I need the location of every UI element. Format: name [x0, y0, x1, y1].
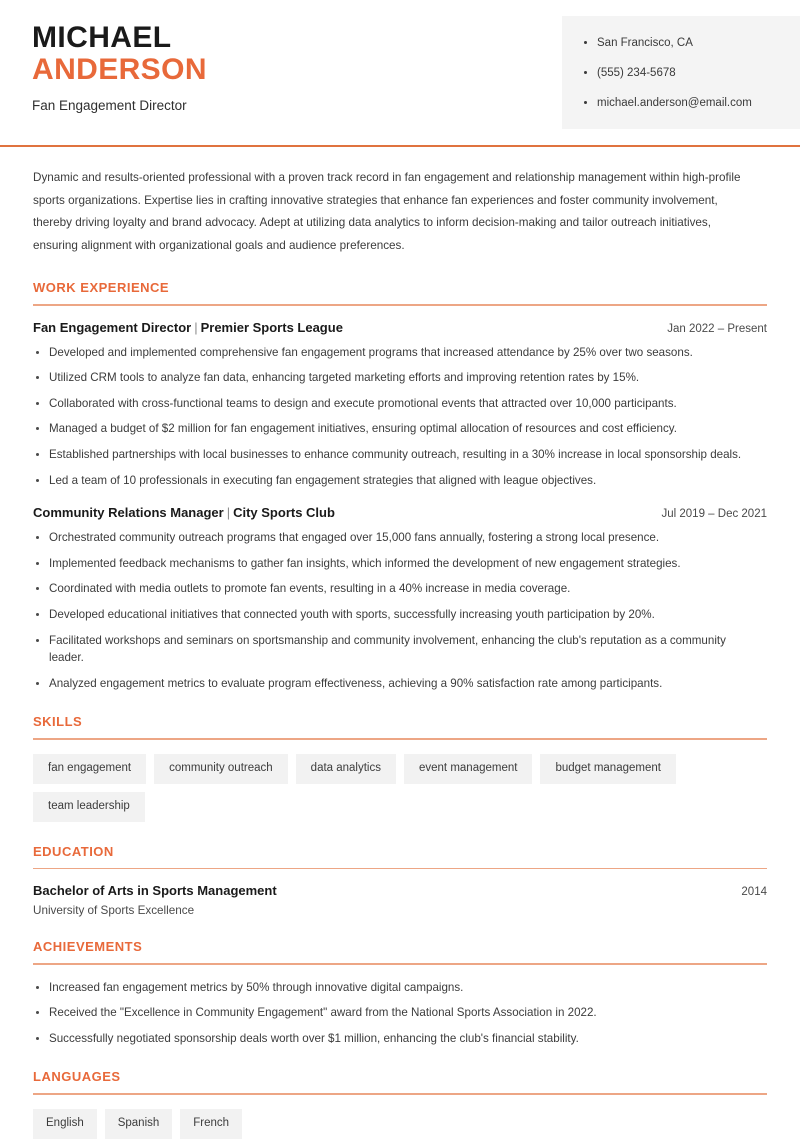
list-item: Led a team of 10 professionals in executing fan engagement strategies that aligned with league objectives.	[33, 472, 767, 490]
last-name: ANDERSON	[32, 53, 207, 87]
section-title-languages: LANGUAGES	[33, 1069, 121, 1085]
list-item: Facilitated workshops and seminars on sportsmanship and community involvement, enhancing the club's reputation as a community leader.	[33, 632, 767, 667]
resume-header	[0, 0, 800, 147]
header-job-title: Fan Engagement Director	[32, 97, 187, 113]
section-rule	[33, 1093, 767, 1095]
section-title-work-experience: WORK EXPERIENCE	[33, 280, 170, 296]
list-item: Increased fan engagement metrics by 50% through innovative digital campaigns.	[33, 979, 767, 997]
work-entry-role: Fan Engagement Director	[33, 319, 192, 335]
section-rule	[33, 738, 767, 740]
work-entry-date: Jan 2022 – Present	[667, 322, 767, 335]
work-entry-company: Premier Sports League	[200, 319, 343, 335]
contact-item-phone[interactable]	[584, 66, 784, 81]
education-entry-header	[33, 883, 767, 898]
education-entry	[33, 883, 767, 917]
work-entry-bullets	[33, 344, 767, 490]
languages-list	[33, 1109, 767, 1139]
work-entry-separator: |	[226, 505, 231, 521]
skill-tag: data analytics	[296, 754, 396, 784]
skill-tag: community outreach	[154, 754, 288, 784]
work-entry-title	[33, 505, 335, 520]
section-skills	[33, 714, 767, 821]
professional-summary: Dynamic and results-oriented professional with a proven track record in fan engagement and relationship management within high-profile sports organizations. Expertise lies in crafting innovative strategies that enhance fan experiences and foster community involvement, thereby driving loyalty and brand advocacy. Adept at utilizing data analytics to inform decision-making and tailor outreach initiatives, ensuring alignment with organizational goals and audience preferences.	[33, 170, 741, 253]
list-item: Successfully negotiated sponsorship deals worth over $1 million, enhancing the club's financial stability.	[33, 1030, 767, 1048]
section-work-experience	[33, 280, 767, 692]
section-rule	[33, 868, 767, 870]
contact-email-text: michael.anderson@email.com	[597, 96, 752, 109]
first-name: MICHAEL	[32, 21, 172, 54]
list-item: Received the "Excellence in Community Engagement" award from the National Sports Association in 2022.	[33, 1004, 767, 1022]
list-item: Developed educational initiatives that connected youth with sports, successfully increasing youth participation by 20%.	[33, 606, 767, 624]
skill-tag: budget management	[540, 754, 676, 784]
contact-item-location	[584, 36, 784, 51]
language-tag: French	[180, 1109, 242, 1139]
contact-list	[584, 36, 784, 111]
contact-location-text: San Francisco, CA	[597, 37, 693, 49]
list-item: Orchestrated community outreach programs that engaged over 15,000 fans annually, fostering a strong local presence.	[33, 529, 767, 547]
language-tag: English	[33, 1109, 97, 1139]
section-rule	[33, 304, 767, 306]
list-item: Utilized CRM tools to analyze fan data, enhancing targeted marketing efforts and improving retention rates by 15%.	[33, 369, 767, 387]
section-achievements	[33, 939, 767, 1047]
education-date: 2014	[741, 886, 767, 899]
list-item: Developed and implemented comprehensive fan engagement programs that increased attendance by 25% over two seasons.	[33, 344, 767, 362]
header-identity	[0, 0, 207, 131]
list-item: Analyzed engagement metrics to evaluate program effectiveness, achieving a 90% satisfaction rate among participants.	[33, 675, 767, 693]
skill-tag: team leadership	[33, 792, 145, 822]
section-title-achievements: ACHIEVEMENTS	[33, 939, 143, 955]
work-entry-title	[33, 320, 343, 335]
education-degree: Bachelor of Arts in Sports Management	[33, 883, 277, 899]
section-title-skills: SKILLS	[33, 714, 83, 730]
work-entry	[33, 320, 767, 490]
list-item: Established partnerships with local businesses to enhance community outreach, resulting in a 30% increase in local sponsorship deals.	[33, 446, 767, 464]
section-education	[33, 844, 767, 918]
work-entry	[33, 505, 767, 692]
contact-box	[562, 16, 800, 129]
section-title-education: EDUCATION	[33, 843, 114, 859]
skills-list	[33, 754, 767, 822]
work-entry-date: Jul 2019 – Dec 2021	[661, 508, 767, 521]
language-tag: Spanish	[105, 1109, 173, 1139]
education-institution: University of Sports Excellence	[33, 904, 195, 918]
contact-item-email[interactable]	[584, 96, 784, 111]
achievements-list	[33, 979, 767, 1048]
work-entry-company: City Sports Club	[233, 505, 335, 521]
resume-content	[0, 167, 800, 1139]
section-languages	[33, 1069, 767, 1138]
section-rule	[33, 963, 767, 965]
work-entry-header	[33, 505, 767, 520]
work-entry-bullets	[33, 529, 767, 692]
skill-tag: event management	[404, 754, 532, 784]
work-entry-header	[33, 320, 767, 335]
contact-phone-text: (555) 234-5678	[597, 66, 676, 79]
work-entry-separator: |	[194, 319, 198, 335]
skill-tag: fan engagement	[33, 754, 146, 784]
work-entry-role: Community Relations Manager	[33, 505, 224, 521]
list-item: Coordinated with media outlets to promote fan events, resulting in a 40% increase in media coverage.	[33, 580, 767, 598]
list-item: Managed a budget of $2 million for fan engagement initiatives, ensuring optimal allocation of resources and cost efficiency.	[33, 420, 767, 438]
list-item: Collaborated with cross-functional teams to design and execute promotional events that attracted over 10,000 participants.	[33, 395, 767, 413]
list-item: Implemented feedback mechanisms to gather fan insights, which informed the development of new engagement strategies.	[33, 555, 767, 573]
